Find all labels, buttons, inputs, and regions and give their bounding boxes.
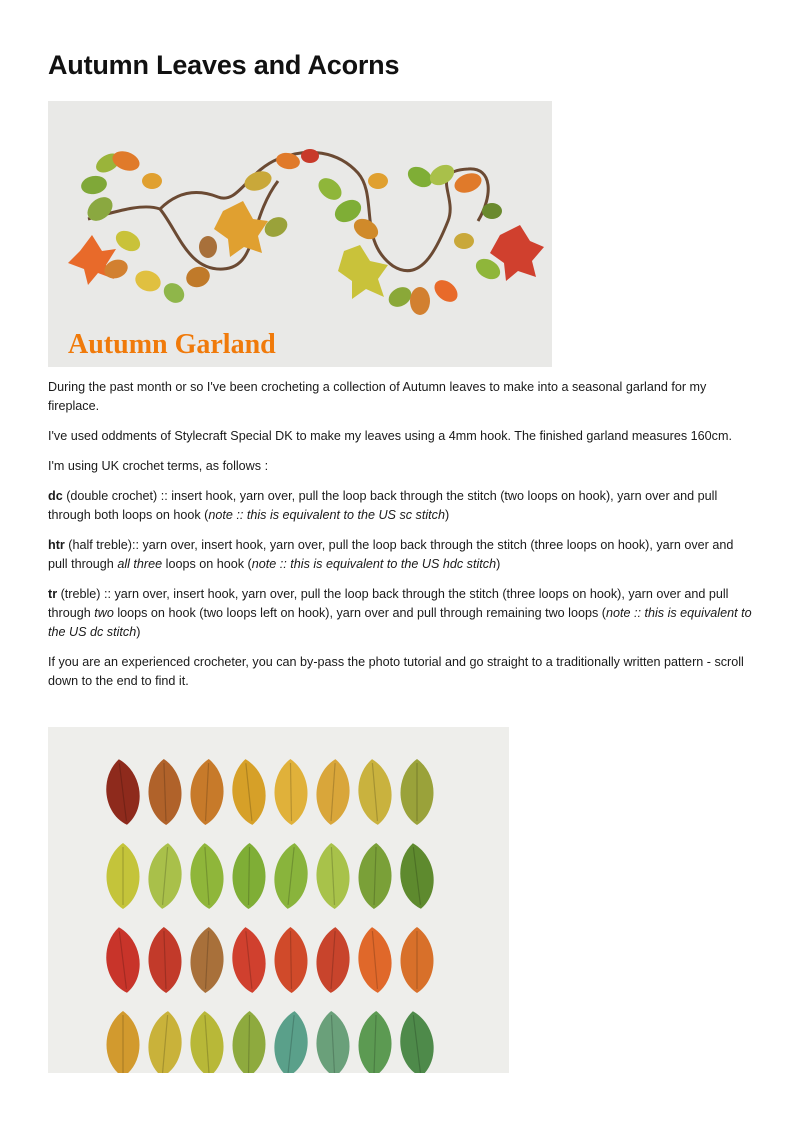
article-body (48, 378, 752, 702)
term-definition: (double crochet) :: insert hook, yarn over, pull the loop back through the stitch (two loops on hook), yarn over and pull through both loops on hook ( (48, 489, 718, 522)
intro-paragraph-1: During the past month or so I've been crocheting a collection of Autumn leaves to make into a seasonal garland for my fireplace. (48, 380, 707, 413)
term-abbr: tr (48, 587, 58, 601)
term-definition-cont: loops on hook ( (162, 557, 252, 571)
garland-caption: Autumn Garland (68, 329, 276, 360)
term-definition: (treble) :: yarn over, insert hook, yarn over, pull the loop back through the stitch (three loops on hook), yarn over and pull through (48, 587, 729, 620)
term-definition: (half treble):: yarn over, insert hook, yarn over, pull the loop back through the stitch (three loops on hook), yarn over and pull through (48, 538, 734, 571)
intro-paragraph-3: I'm using UK crochet terms, as follows : (48, 459, 269, 473)
term-close: ) (496, 557, 501, 571)
term-close: ) (136, 625, 141, 639)
term-note: note :: this is equivalent to the US sc stitch (208, 508, 445, 522)
intro-paragraph-2: I've used oddments of Stylecraft Special DK to make my leaves using a 4mm hook. The finished garland measures 160cm. (48, 429, 732, 443)
term-emphasis: two (94, 606, 114, 620)
page-title: Autumn Leaves and Acorns (48, 50, 400, 80)
leaves-photo (48, 727, 509, 1073)
term-note: note :: this is equivalent to the US hdc stitch (251, 557, 497, 571)
term-dc (48, 487, 752, 525)
term-htr (48, 536, 752, 574)
garland-photo (48, 101, 552, 367)
term-abbr: dc (48, 489, 63, 503)
term-tr (48, 585, 752, 642)
outro-paragraph: If you are an experienced crocheter, you can by-pass the photo tutorial and go straight to a traditionally written pattern - scroll down to the end to find it. (48, 655, 744, 688)
term-abbr: htr (48, 538, 65, 552)
term-emphasis: all three (117, 557, 163, 571)
term-close: ) (444, 508, 450, 522)
term-note: note :: this is equivalent to the US dc stitch (48, 606, 752, 639)
term-definition-cont: loops on hook (two loops left on hook), yarn over and pull through remaining two loops ( (113, 606, 606, 620)
